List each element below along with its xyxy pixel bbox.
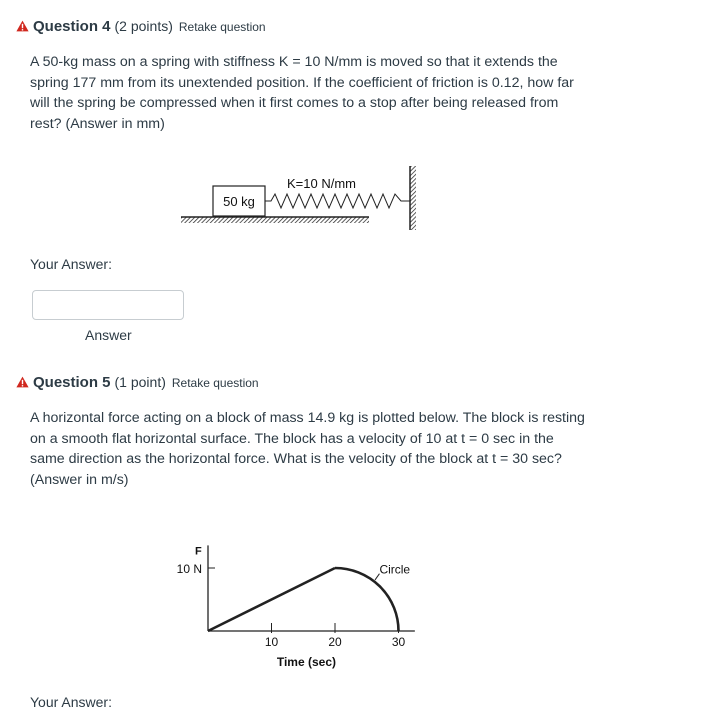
x-tick-label: 20: [328, 635, 342, 649]
mass-label: 50 kg: [223, 194, 255, 209]
question-5-text: A horizontal force acting on a block of mass 14.9 kg is plotted below. The block is resting on a smooth flat horizontal surface. The block has a velocity of 10 at t = 0 sec in the same direction as the horizontal force. What is the velocity of the block at t = 30 sec? (Answer in m/s): [30, 410, 585, 488]
y-axis-label: F: [195, 545, 202, 558]
question-4-points: (2 points): [114, 18, 173, 34]
answer-caption-4: Answer: [85, 327, 132, 343]
retake-question-4-link[interactable]: Retake question: [178, 20, 266, 34]
question-5-title: Question 5: [33, 374, 111, 391]
spring-label: K=10 N/mm: [287, 176, 356, 191]
x-tick-label: 30: [391, 635, 406, 649]
question-4-text: A 50-kg mass on a spring with stiffness K = 10 N/mm is moved so that it extends the spring 177 mm from its unextended position. If the coefficient of friction is 0.12, how far will the spring be compressed when it first comes to a stop after being released from rest? (Answer in mm): [30, 54, 574, 132]
question-4-title: Question 4: [33, 18, 111, 35]
ramp-line: [208, 568, 335, 631]
quarter-circle-curve: [335, 568, 399, 631]
circle-annotation: Circle: [379, 562, 411, 577]
your-answer-label-5: Your Answer:: [30, 694, 112, 710]
y-tick-label: 10 N: [176, 562, 202, 576]
x-axis-label: Time (sec): [276, 655, 336, 669]
retake-question-5-link[interactable]: Retake question: [171, 376, 259, 390]
question-5-points: (1 point): [114, 374, 166, 390]
your-answer-label-4: Your Answer:: [30, 256, 112, 272]
x-tick-label: 10: [264, 635, 279, 649]
